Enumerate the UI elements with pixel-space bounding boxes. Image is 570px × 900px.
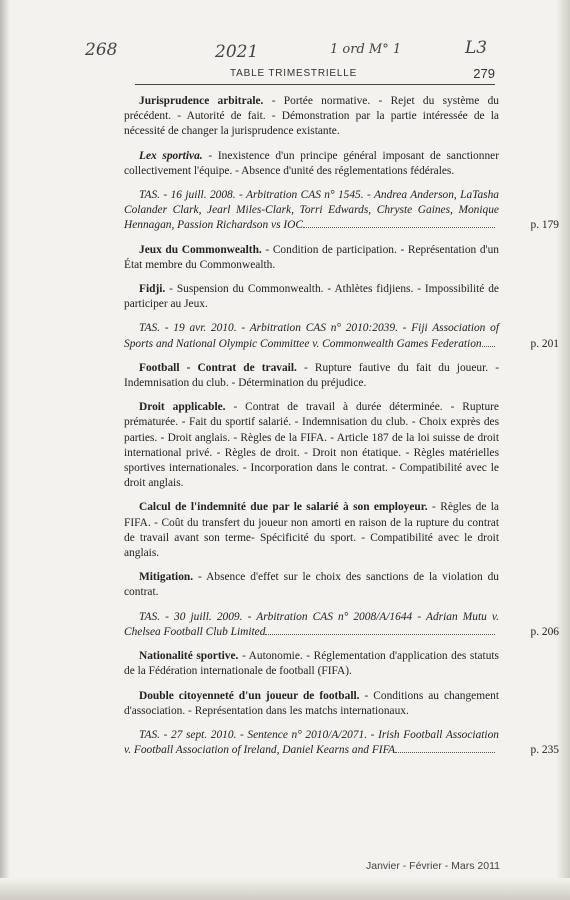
entry-heading: Calcul de l'indemnité due par le salarié à son employeur. (139, 501, 428, 514)
citation-text: TAS. - 19 avr. 2010. - Arbitration CAS n° 2010:2039. - Fiji Association of Sports and National Olympic Committee v. Commonwealth Games Federation (124, 322, 499, 350)
index-entry (124, 243, 499, 273)
handwritten-note: L3 (465, 38, 488, 58)
index-entry (124, 400, 499, 491)
entry-body: - Portée normative. - Rejet du système du précédent. - Autorité de fait. - Démonstration par la partie intéressée de la nécessité de changer la jurisprudence existante. (124, 95, 499, 138)
page-edge-shadow-left (0, 0, 10, 900)
entry-heading: Jurisprudence arbitrale. (139, 95, 264, 107)
page-reference: p. 179 (530, 219, 559, 232)
entry-heading: Nationalité sportive. (139, 650, 239, 663)
leader-dots (265, 626, 495, 635)
page-reference: p. 201 (530, 337, 559, 350)
entry-body: - Règles de la FIFA. - Coût du transfert du joueur non amorti en raison de la rupture du contrat de travail avant son terme- Spécificité du sport. - Compatibilité avec le droit anglais. (124, 501, 499, 560)
entry-body: - Absence d'effet sur le choix des sanctions de la violation du contrat. (124, 571, 499, 599)
index-entry (124, 570, 499, 600)
leader-dots (482, 338, 495, 347)
leader-dots (395, 744, 495, 753)
case-citation (124, 610, 559, 640)
entry-heading: Lex sportiva. (139, 149, 203, 162)
entry-body: - Suspension du Commonwealth. - Athlètes fidjiens. - Impossibilité de participer au Jeux. (124, 283, 499, 311)
entry-body: - Condition de participation. - Représentation d'un État membre du Commonwealth. (124, 243, 499, 271)
index-entry (124, 649, 499, 679)
page-reference: p. 206 (530, 625, 559, 638)
citation-text: TAS. - 16 juill. 2008. - Arbitration CAS n° 1545. - Andrea Anderson, LaTasha Colander Clark, Jearl Miles-Clark, Torri Edwards, Chryste Gaines, Monique Hennagan, Passion Richardson vs IOC (124, 189, 499, 232)
case-citation (124, 321, 559, 351)
index-entry (124, 500, 499, 561)
index-entry (124, 282, 499, 312)
case-citation (124, 188, 559, 234)
entry-heading: Mitigation. (139, 571, 194, 584)
running-header-title: TABLE TRIMESTRIELLE (230, 68, 358, 79)
citation-text: TAS. - 30 juill. 2009. - Arbitration CAS n° 2008/A/1644 - Adrian Mutu v. Chelsea Football Club Limited (124, 610, 499, 638)
entry-heading: Droit applicable. (139, 401, 226, 414)
page-reference: p. 235 (530, 744, 559, 757)
entry-heading: Jeux du Commonwealth. (139, 243, 262, 256)
entry-body: - Rupture fautive du fait du joueur. - Indemnisation du club. - Détermination du préjudice. (124, 361, 500, 390)
handwritten-note: 2021 (215, 42, 259, 62)
entry-body: - Contrat de travail à durée déterminée. - Rupture prématurée. - Fait du sportif salarié. - Indemnisation du club. - Choix exprès des parties. - Droit anglais. - Règles de la FIFA. - Article 187 de la loi suisse de droit international privé. - Règles de droit. - Droit non étatique. - Règles matérielles sportives internationales. - Incorporation dans le contrat. - Compatibilité avec le droit anglais. (124, 401, 499, 490)
entry-heading: Football - Contrat de travail. (139, 361, 297, 374)
handwritten-note: 268 (85, 40, 118, 60)
entry-heading: Double citoyenneté d'un joueur de football. (139, 689, 360, 702)
handwritten-note: 1 ord M° 1 (330, 42, 402, 57)
citation-text: TAS. - 27 sept. 2010. - Sentence n° 2010/A/2071. - Irish Football Association v. Football Association of Ireland, Daniel Kearns and FIFA (124, 728, 499, 757)
index-entry (124, 94, 499, 140)
case-citation (124, 728, 559, 758)
index-entry (124, 149, 499, 179)
page-number: 279 (473, 66, 495, 81)
page-bottom-shadow (0, 878, 570, 900)
leader-dots (303, 219, 495, 228)
page-footer: Janvier - Février - Mars 2011 (365, 860, 500, 872)
entry-heading: Fidji. (139, 283, 166, 296)
entry-body: - Conditions au changement d'association. - Représentation dans les matchs internationaux. (124, 689, 499, 717)
index-content (124, 94, 559, 767)
entry-body: - Autonomie. - Réglementation d'application des statuts de la Fédération internationale de football (FIFA). (124, 650, 499, 678)
page-edge-shadow-right (556, 0, 570, 900)
running-header (135, 68, 495, 85)
index-entry (124, 689, 499, 719)
index-entry (124, 361, 499, 391)
entry-body: - Inexistence d'un principe général imposant de sanctionner collectivement l'équipe. - Absence d'unité des réglementations fédérales. (124, 149, 499, 177)
